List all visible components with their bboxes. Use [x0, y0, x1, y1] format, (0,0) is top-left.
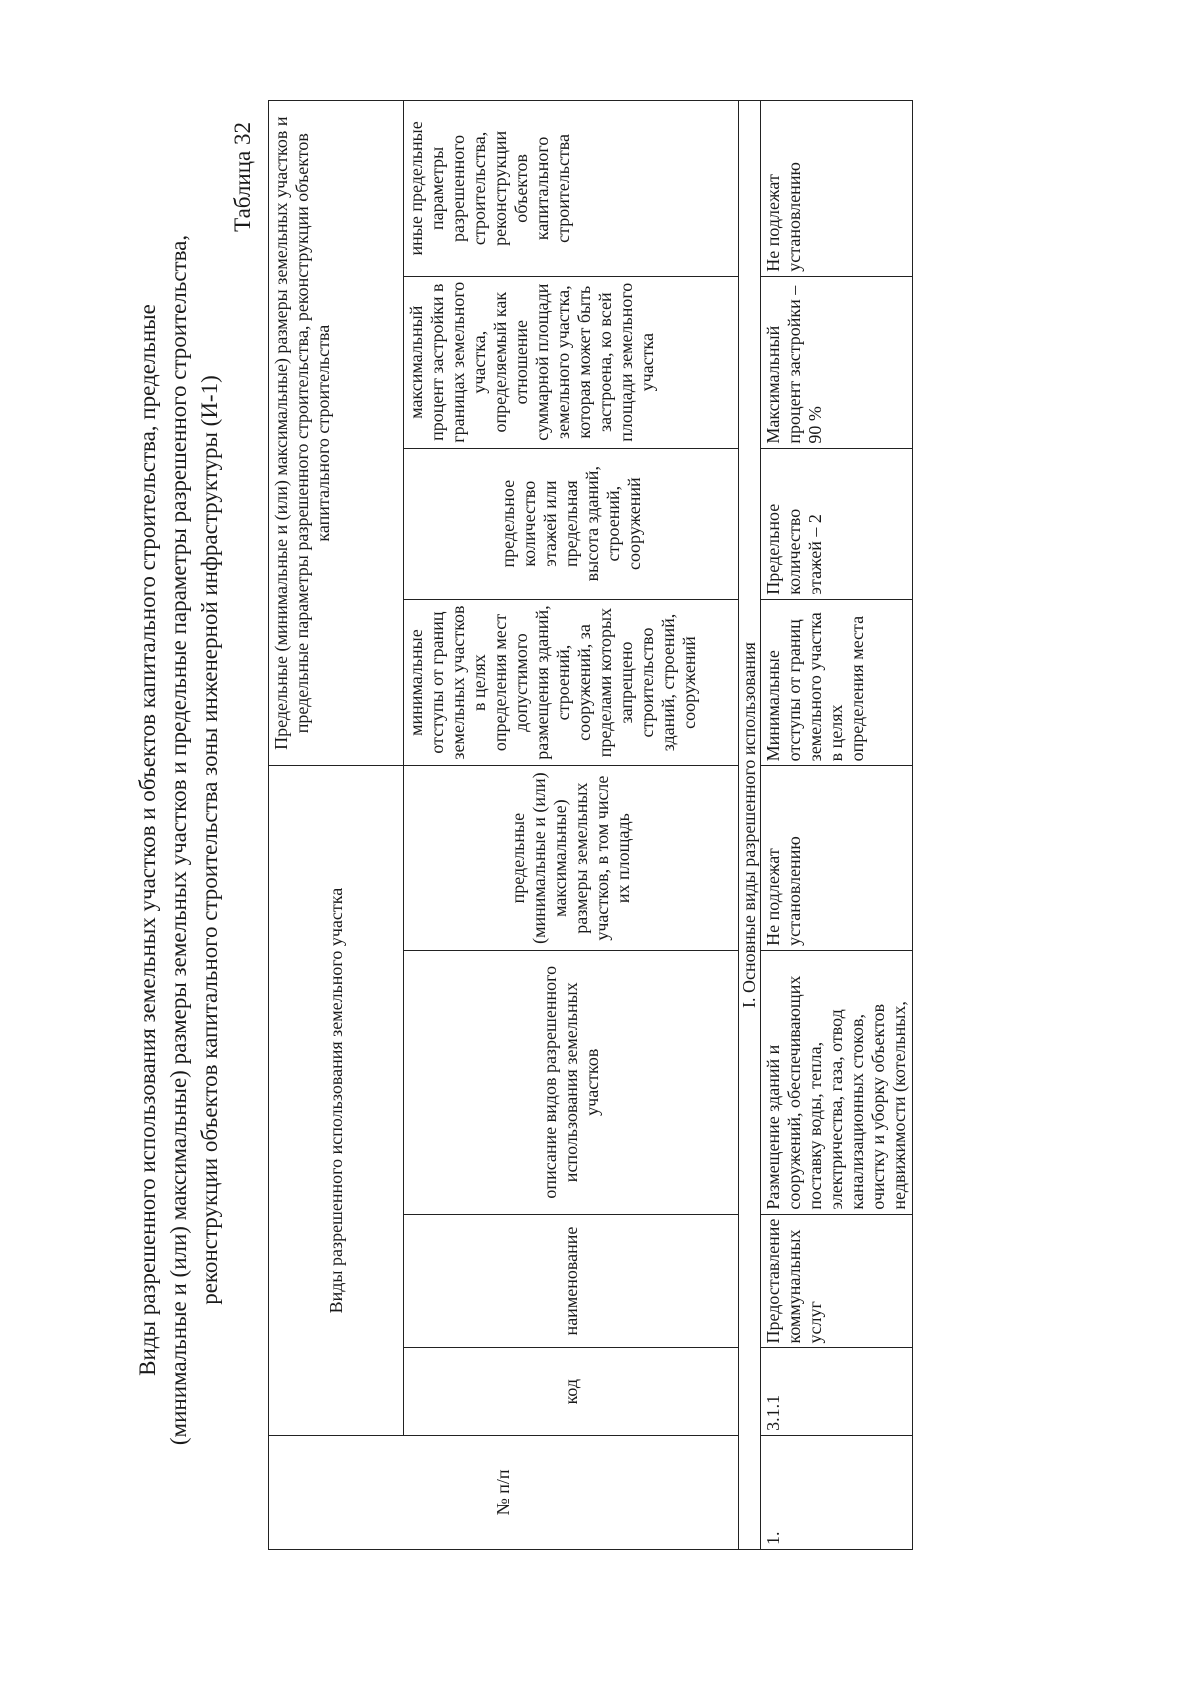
header-description-label: описание видов разрешенного использования земельных участков [539, 965, 602, 1199]
title-line-1: Виды разрешенного использования земельных участков и объектов капитального строительства, предельные [135, 304, 160, 1376]
header-other [404, 101, 739, 277]
cell-floors: Предельное количество этажей – 2 [761, 448, 913, 599]
header-number [269, 1435, 739, 1549]
table-section-row [739, 101, 761, 1550]
regulations-table [268, 100, 913, 1550]
header-other-label: иные предельные параметры разрешенного строительства, реконструкции объектов капитального строительства [406, 121, 573, 256]
header-group-uses [269, 766, 404, 1436]
header-group-params [269, 101, 404, 766]
header-description [404, 950, 739, 1214]
document-title [132, 130, 225, 1550]
header-name-label: наименование [560, 1226, 581, 1336]
cell-name: Предоставление коммунальных услуг [761, 1214, 913, 1348]
header-group-params-label: Предельные (минимальные и (или) максимальные) размеры земельных участков и предельные параметры разрешенного строительства, реконструкции объектов капитального строительства [271, 116, 333, 750]
header-setbacks-label: минимальные отступы от границ земельных участков в целях определения мест допустимого размещения зданий, строений, сооружений, за пределами которых запрещено строительство зданий, строений, сооружений [406, 605, 699, 760]
table-number: Таблица 32 [230, 122, 255, 232]
cell-number: 1. [761, 1435, 913, 1549]
cell-description: Размещение зданий и сооружений, обеспечивающих поставку воды, тепла, электричества, газа, отвод канализационных стоков, очистку и уборку объектов недвижимости (котельных, [761, 950, 913, 1214]
cell-setbacks: Минимальные отступы от границ земельного участка в целях определения места [761, 599, 913, 766]
title-line-2: (минимальные и (или) максимальные) размеры земельных участков и предельные параметры разрешенного строительства, [166, 234, 191, 1446]
header-group-uses-label: Виды разрешенного использования земельного участка [325, 887, 346, 1314]
header-setbacks [404, 599, 739, 766]
header-size [404, 766, 739, 951]
header-code [404, 1348, 739, 1435]
table-header-group-row [269, 101, 404, 1550]
cell-size: Не подлежат установлению [761, 766, 913, 951]
cell-coverage: Максимальный процент застройки – 90 % [761, 276, 913, 448]
header-floors [404, 448, 739, 599]
rotated-document-page [110, 100, 1120, 1580]
header-number-label: № п/п [493, 1469, 513, 1516]
header-code-label: код [560, 1378, 581, 1405]
header-size-label: предельные (минимальные и (или) максимальные) размеры земельных участков, в том числе их площадь [508, 772, 633, 944]
header-coverage-label: максимальный процент застройки в границах земельного участка, определяемый как отношение суммарной площади земельного участка, которая может быть застроена, ко всей площади земельного участка [406, 281, 657, 443]
header-name [404, 1214, 739, 1348]
header-coverage [404, 276, 739, 448]
title-line-3: реконструкции объектов капитального строительства зоны инженерной инфраструктуры (И-1) [197, 375, 222, 1305]
table-row [761, 101, 913, 1550]
cell-other: Не подлежат установлению [761, 101, 913, 277]
cell-code: 3.1.1 [761, 1348, 913, 1435]
section-title: I. Основные виды разрешенного использования [739, 101, 761, 1550]
header-floors-label: предельное количество этажей или предельная высота зданий, строений, сооружений [497, 466, 644, 582]
